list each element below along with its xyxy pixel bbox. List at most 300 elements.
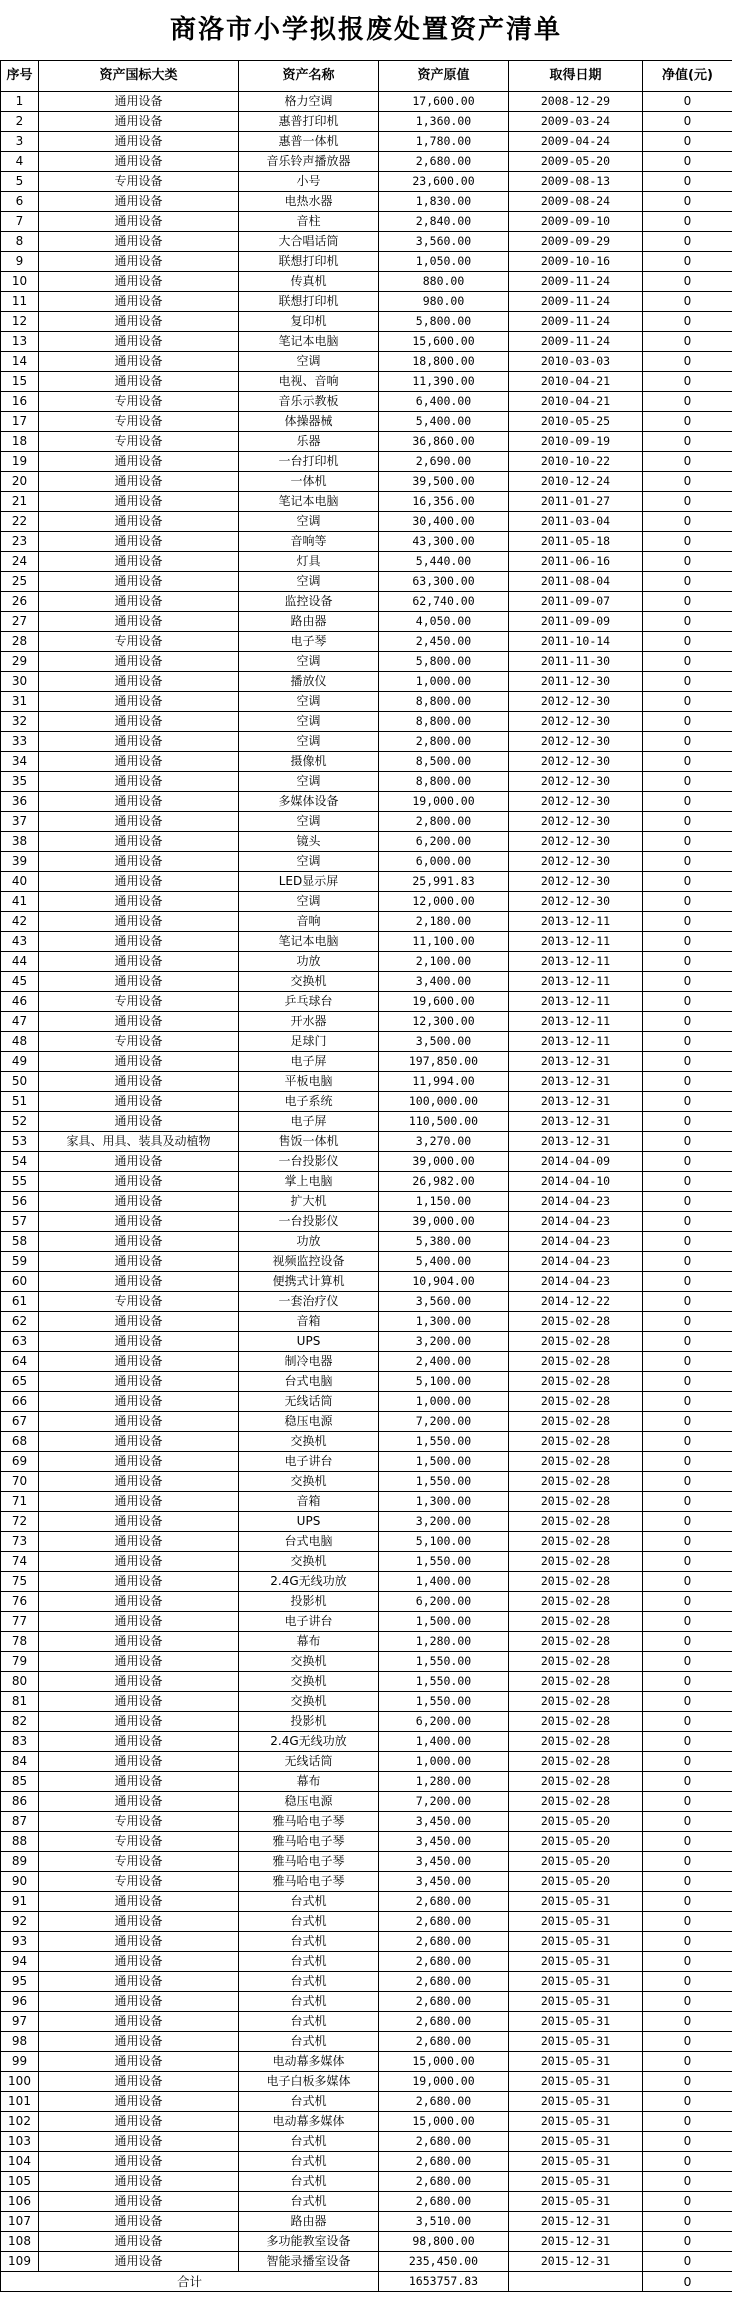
cell-category: 专用设备	[39, 632, 239, 652]
cell-index: 88	[1, 1832, 39, 1852]
cell-original-value: 2,690.00	[379, 452, 509, 472]
cell-category: 通用设备	[39, 292, 239, 312]
cell-net-value: 0	[643, 1272, 732, 1292]
cell-original-value: 36,860.00	[379, 432, 509, 452]
cell-asset-name: 电热水器	[239, 192, 379, 212]
table-row	[1, 1372, 732, 1392]
cell-acquired-date: 2015-02-28	[509, 1432, 643, 1452]
cell-acquired-date: 2013-12-31	[509, 1112, 643, 1132]
cell-category: 通用设备	[39, 1972, 239, 1992]
cell-category: 通用设备	[39, 1212, 239, 1232]
cell-asset-name: 惠普一体机	[239, 132, 379, 152]
cell-net-value: 0	[643, 1892, 732, 1912]
cell-net-value: 0	[643, 112, 732, 132]
cell-category: 专用设备	[39, 1292, 239, 1312]
cell-category: 通用设备	[39, 612, 239, 632]
cell-net-value: 0	[643, 332, 732, 352]
table-row	[1, 752, 732, 772]
cell-category: 通用设备	[39, 1752, 239, 1772]
cell-asset-name: 格力空调	[239, 92, 379, 112]
cell-acquired-date: 2015-02-28	[509, 1472, 643, 1492]
cell-asset-name: 投影机	[239, 1592, 379, 1612]
cell-acquired-date: 2009-03-24	[509, 112, 643, 132]
cell-category: 通用设备	[39, 1552, 239, 1572]
cell-asset-name: 台式机	[239, 2092, 379, 2112]
cell-acquired-date: 2014-04-09	[509, 1152, 643, 1172]
cell-asset-name: 稳压电源	[239, 1792, 379, 1812]
cell-original-value: 5,400.00	[379, 412, 509, 432]
col-header-acquired-date: 取得日期	[509, 61, 643, 92]
cell-asset-name: 幕布	[239, 1632, 379, 1652]
cell-net-value: 0	[643, 792, 732, 812]
table-header	[1, 61, 732, 92]
cell-acquired-date: 2012-12-30	[509, 692, 643, 712]
table-row	[1, 1492, 732, 1512]
cell-original-value: 8,800.00	[379, 772, 509, 792]
cell-net-value: 0	[643, 1252, 732, 1272]
cell-category: 专用设备	[39, 1812, 239, 1832]
cell-net-value: 0	[643, 132, 732, 152]
cell-original-value: 5,100.00	[379, 1532, 509, 1552]
cell-index: 29	[1, 652, 39, 672]
cell-index: 102	[1, 2112, 39, 2132]
cell-acquired-date: 2012-12-30	[509, 852, 643, 872]
cell-index: 33	[1, 732, 39, 752]
table-row	[1, 372, 732, 392]
cell-index: 77	[1, 1612, 39, 1632]
table-row	[1, 192, 732, 212]
cell-asset-name: 路由器	[239, 612, 379, 632]
cell-index: 96	[1, 1992, 39, 2012]
cell-category: 通用设备	[39, 1772, 239, 1792]
cell-asset-name: 空调	[239, 572, 379, 592]
cell-index: 30	[1, 672, 39, 692]
cell-index: 65	[1, 1372, 39, 1392]
cell-asset-name: 交换机	[239, 1692, 379, 1712]
cell-index: 10	[1, 272, 39, 292]
cell-acquired-date: 2012-12-30	[509, 832, 643, 852]
cell-acquired-date: 2015-02-28	[509, 1492, 643, 1512]
table-row	[1, 1032, 732, 1052]
cell-asset-name: 雅马哈电子琴	[239, 1832, 379, 1852]
cell-asset-name: 无线话筒	[239, 1392, 379, 1412]
cell-net-value: 0	[643, 2252, 732, 2272]
cell-net-value: 0	[643, 2152, 732, 2172]
table-row	[1, 1972, 732, 1992]
cell-original-value: 3,400.00	[379, 972, 509, 992]
cell-acquired-date: 2015-02-28	[509, 1412, 643, 1432]
cell-index: 63	[1, 1332, 39, 1352]
cell-index: 108	[1, 2232, 39, 2252]
table-row	[1, 592, 732, 612]
cell-index: 66	[1, 1392, 39, 1412]
cell-index: 90	[1, 1872, 39, 1892]
cell-category: 通用设备	[39, 1792, 239, 1812]
cell-asset-name: 空调	[239, 852, 379, 872]
cell-asset-name: 2.4G无线功放	[239, 1572, 379, 1592]
cell-category: 通用设备	[39, 1992, 239, 2012]
cell-original-value: 6,400.00	[379, 392, 509, 412]
cell-net-value: 0	[643, 832, 732, 852]
cell-category: 通用设备	[39, 692, 239, 712]
cell-original-value: 880.00	[379, 272, 509, 292]
cell-category: 通用设备	[39, 2192, 239, 2212]
cell-asset-name: 台式机	[239, 1932, 379, 1952]
total-date-empty	[509, 2272, 643, 2292]
cell-net-value: 0	[643, 2232, 732, 2252]
cell-original-value: 1,550.00	[379, 1552, 509, 1572]
cell-net-value: 0	[643, 1092, 732, 1112]
table-row	[1, 712, 732, 732]
cell-acquired-date: 2015-05-20	[509, 1872, 643, 1892]
cell-acquired-date: 2010-12-24	[509, 472, 643, 492]
table-row	[1, 1612, 732, 1632]
cell-original-value: 2,800.00	[379, 812, 509, 832]
cell-asset-name: 联想打印机	[239, 292, 379, 312]
table-row	[1, 1952, 732, 1972]
cell-net-value: 0	[643, 1132, 732, 1152]
cell-net-value: 0	[643, 252, 732, 272]
cell-category: 通用设备	[39, 552, 239, 572]
cell-index: 83	[1, 1732, 39, 1752]
cell-asset-name: 乒乓球台	[239, 992, 379, 1012]
cell-asset-name: 联想打印机	[239, 252, 379, 272]
table-row	[1, 1292, 732, 1312]
cell-index: 39	[1, 852, 39, 872]
cell-index: 22	[1, 512, 39, 532]
cell-index: 69	[1, 1452, 39, 1472]
cell-original-value: 1,550.00	[379, 1672, 509, 1692]
cell-acquired-date: 2010-05-25	[509, 412, 643, 432]
cell-category: 通用设备	[39, 472, 239, 492]
cell-index: 7	[1, 212, 39, 232]
table-row	[1, 552, 732, 572]
cell-net-value: 0	[643, 892, 732, 912]
cell-category: 通用设备	[39, 332, 239, 352]
table-row	[1, 1012, 732, 1032]
cell-original-value: 3,200.00	[379, 1332, 509, 1352]
cell-acquired-date: 2013-12-11	[509, 932, 643, 952]
cell-asset-name: 台式机	[239, 2152, 379, 2172]
cell-asset-name: 电子讲台	[239, 1612, 379, 1632]
cell-category: 通用设备	[39, 1532, 239, 1552]
cell-original-value: 5,400.00	[379, 1252, 509, 1272]
cell-index: 42	[1, 912, 39, 932]
cell-asset-name: 制冷电器	[239, 1352, 379, 1372]
cell-category: 通用设备	[39, 492, 239, 512]
table-row	[1, 1512, 732, 1532]
cell-acquired-date: 2012-12-30	[509, 812, 643, 832]
cell-asset-name: 雅马哈电子琴	[239, 1852, 379, 1872]
cell-acquired-date: 2015-02-28	[509, 1452, 643, 1472]
table-row	[1, 1892, 732, 1912]
cell-index: 2	[1, 112, 39, 132]
table-row	[1, 1532, 732, 1552]
table-row	[1, 1392, 732, 1412]
cell-index: 92	[1, 1912, 39, 1932]
cell-net-value: 0	[643, 992, 732, 1012]
cell-index: 105	[1, 2172, 39, 2192]
total-value: 1653757.83	[379, 2272, 509, 2292]
table-row	[1, 1912, 732, 1932]
cell-index: 72	[1, 1512, 39, 1532]
cell-asset-name: 小号	[239, 172, 379, 192]
cell-net-value: 0	[643, 1172, 732, 1192]
cell-asset-name: 扩大机	[239, 1192, 379, 1212]
cell-net-value: 0	[643, 2212, 732, 2232]
cell-acquired-date: 2013-12-31	[509, 1072, 643, 1092]
cell-category: 通用设备	[39, 1732, 239, 1752]
cell-index: 74	[1, 1552, 39, 1572]
cell-category: 通用设备	[39, 2232, 239, 2252]
cell-net-value: 0	[643, 2172, 732, 2192]
cell-original-value: 3,270.00	[379, 1132, 509, 1152]
table-row	[1, 152, 732, 172]
cell-asset-name: 雅马哈电子琴	[239, 1812, 379, 1832]
cell-original-value: 15,000.00	[379, 2052, 509, 2072]
cell-acquired-date: 2010-04-21	[509, 392, 643, 412]
cell-asset-name: 台式电脑	[239, 1532, 379, 1552]
cell-category: 专用设备	[39, 1852, 239, 1872]
cell-category: 通用设备	[39, 2012, 239, 2032]
cell-net-value: 0	[643, 1472, 732, 1492]
cell-index: 56	[1, 1192, 39, 1212]
cell-asset-name: 电动幕多媒体	[239, 2112, 379, 2132]
cell-net-value: 0	[643, 1992, 732, 2012]
cell-index: 51	[1, 1092, 39, 1112]
cell-acquired-date: 2010-03-03	[509, 352, 643, 372]
table-row	[1, 1252, 732, 1272]
table-row	[1, 2152, 732, 2172]
cell-asset-name: 乐器	[239, 432, 379, 452]
cell-acquired-date: 2011-10-14	[509, 632, 643, 652]
cell-net-value: 0	[643, 1072, 732, 1092]
cell-category: 通用设备	[39, 732, 239, 752]
cell-net-value: 0	[643, 1452, 732, 1472]
table-row	[1, 1752, 732, 1772]
cell-index: 80	[1, 1672, 39, 1692]
cell-category: 通用设备	[39, 812, 239, 832]
cell-acquired-date: 2012-12-30	[509, 872, 643, 892]
table-row	[1, 1852, 732, 1872]
cell-category: 通用设备	[39, 792, 239, 812]
cell-category: 通用设备	[39, 1612, 239, 1632]
cell-original-value: 1,550.00	[379, 1432, 509, 1452]
cell-index: 25	[1, 572, 39, 592]
cell-index: 35	[1, 772, 39, 792]
cell-category: 通用设备	[39, 712, 239, 732]
cell-acquired-date: 2015-02-28	[509, 1552, 643, 1572]
cell-asset-name: 音乐示教板	[239, 392, 379, 412]
cell-acquired-date: 2014-04-23	[509, 1232, 643, 1252]
cell-net-value: 0	[643, 1632, 732, 1652]
cell-asset-name: 空调	[239, 352, 379, 372]
table-row	[1, 1792, 732, 1812]
cell-category: 通用设备	[39, 1172, 239, 1192]
cell-index: 54	[1, 1152, 39, 1172]
table-row	[1, 1712, 732, 1732]
cell-category: 通用设备	[39, 1012, 239, 1032]
cell-index: 107	[1, 2212, 39, 2232]
table-row	[1, 892, 732, 912]
cell-acquired-date: 2013-12-31	[509, 1132, 643, 1152]
table-row	[1, 432, 732, 452]
cell-asset-name: 笔记本电脑	[239, 932, 379, 952]
cell-category: 通用设备	[39, 1632, 239, 1652]
cell-original-value: 39,000.00	[379, 1152, 509, 1172]
cell-index: 20	[1, 472, 39, 492]
cell-category: 通用设备	[39, 312, 239, 332]
table-body	[1, 92, 732, 2272]
cell-index: 17	[1, 412, 39, 432]
cell-category: 通用设备	[39, 2032, 239, 2052]
table-footer	[1, 2272, 732, 2292]
cell-category: 通用设备	[39, 852, 239, 872]
cell-net-value: 0	[643, 1872, 732, 1892]
cell-original-value: 3,560.00	[379, 1292, 509, 1312]
cell-original-value: 16,356.00	[379, 492, 509, 512]
cell-original-value: 3,450.00	[379, 1872, 509, 1892]
cell-asset-name: 空调	[239, 732, 379, 752]
cell-net-value: 0	[643, 1432, 732, 1452]
cell-index: 44	[1, 952, 39, 972]
cell-index: 84	[1, 1752, 39, 1772]
cell-category: 通用设备	[39, 532, 239, 552]
cell-net-value: 0	[643, 232, 732, 252]
cell-original-value: 197,850.00	[379, 1052, 509, 1072]
cell-original-value: 2,680.00	[379, 1952, 509, 1972]
cell-category: 专用设备	[39, 1832, 239, 1852]
cell-net-value: 0	[643, 1332, 732, 1352]
cell-original-value: 1,500.00	[379, 1612, 509, 1632]
cell-original-value: 1,500.00	[379, 1452, 509, 1472]
table-row	[1, 292, 732, 312]
cell-original-value: 2,400.00	[379, 1352, 509, 1372]
table-row	[1, 672, 732, 692]
cell-index: 76	[1, 1592, 39, 1612]
cell-net-value: 0	[643, 572, 732, 592]
cell-original-value: 11,100.00	[379, 932, 509, 952]
cell-net-value: 0	[643, 1712, 732, 1732]
cell-acquired-date: 2015-05-31	[509, 2192, 643, 2212]
cell-acquired-date: 2015-05-31	[509, 2092, 643, 2112]
table-row	[1, 792, 732, 812]
cell-index: 53	[1, 1132, 39, 1152]
cell-category: 通用设备	[39, 1572, 239, 1592]
cell-category: 通用设备	[39, 1712, 239, 1732]
table-row	[1, 1472, 732, 1492]
cell-original-value: 3,560.00	[379, 232, 509, 252]
cell-index: 70	[1, 1472, 39, 1492]
cell-net-value: 0	[643, 712, 732, 732]
cell-asset-name: 掌上电脑	[239, 1172, 379, 1192]
cell-asset-name: 台式机	[239, 1992, 379, 2012]
cell-category: 通用设备	[39, 912, 239, 932]
cell-net-value: 0	[643, 1912, 732, 1932]
table-row	[1, 2012, 732, 2032]
cell-original-value: 2,680.00	[379, 2152, 509, 2172]
cell-net-value: 0	[643, 652, 732, 672]
cell-category: 通用设备	[39, 572, 239, 592]
cell-original-value: 980.00	[379, 292, 509, 312]
cell-net-value: 0	[643, 1372, 732, 1392]
cell-index: 68	[1, 1432, 39, 1452]
cell-index: 45	[1, 972, 39, 992]
cell-original-value: 12,000.00	[379, 892, 509, 912]
table-row	[1, 392, 732, 412]
table-row	[1, 912, 732, 932]
table-row	[1, 2072, 732, 2092]
table-row	[1, 692, 732, 712]
cell-original-value: 8,500.00	[379, 752, 509, 772]
cell-index: 94	[1, 1952, 39, 1972]
cell-asset-name: 空调	[239, 772, 379, 792]
cell-acquired-date: 2013-12-11	[509, 952, 643, 972]
table-row	[1, 1412, 732, 1432]
cell-acquired-date: 2015-05-31	[509, 2032, 643, 2052]
table-row	[1, 92, 732, 112]
cell-category: 通用设备	[39, 1192, 239, 1212]
cell-asset-name: 空调	[239, 512, 379, 532]
cell-net-value: 0	[643, 1652, 732, 1672]
cell-acquired-date: 2010-09-19	[509, 432, 643, 452]
cell-asset-name: 灯具	[239, 552, 379, 572]
cell-original-value: 2,680.00	[379, 2012, 509, 2032]
cell-original-value: 5,440.00	[379, 552, 509, 572]
cell-acquired-date: 2014-04-23	[509, 1192, 643, 1212]
cell-original-value: 25,991.83	[379, 872, 509, 892]
cell-acquired-date: 2014-04-23	[509, 1272, 643, 1292]
cell-category: 通用设备	[39, 152, 239, 172]
cell-index: 15	[1, 372, 39, 392]
cell-index: 67	[1, 1412, 39, 1432]
table-row	[1, 952, 732, 972]
cell-acquired-date: 2013-12-31	[509, 1092, 643, 1112]
cell-category: 通用设备	[39, 192, 239, 212]
cell-index: 40	[1, 872, 39, 892]
cell-category: 通用设备	[39, 972, 239, 992]
cell-net-value: 0	[643, 532, 732, 552]
cell-index: 89	[1, 1852, 39, 1872]
table-row	[1, 1112, 732, 1132]
cell-original-value: 5,100.00	[379, 1372, 509, 1392]
table-row	[1, 1192, 732, 1212]
cell-category: 通用设备	[39, 1232, 239, 1252]
cell-net-value: 0	[643, 872, 732, 892]
table-row	[1, 1812, 732, 1832]
cell-original-value: 2,680.00	[379, 1972, 509, 1992]
table-row	[1, 1992, 732, 2012]
cell-index: 64	[1, 1352, 39, 1372]
cell-index: 93	[1, 1932, 39, 1952]
col-header-asset-name: 资产名称	[239, 61, 379, 92]
cell-net-value: 0	[643, 152, 732, 172]
cell-category: 通用设备	[39, 1472, 239, 1492]
cell-original-value: 3,450.00	[379, 1832, 509, 1852]
cell-original-value: 23,600.00	[379, 172, 509, 192]
cell-original-value: 3,510.00	[379, 2212, 509, 2232]
cell-index: 85	[1, 1772, 39, 1792]
cell-net-value: 0	[643, 1692, 732, 1712]
table-row	[1, 932, 732, 952]
cell-index: 52	[1, 1112, 39, 1132]
cell-index: 91	[1, 1892, 39, 1912]
cell-category: 通用设备	[39, 1352, 239, 1372]
cell-acquired-date: 2009-05-20	[509, 152, 643, 172]
cell-asset-name: 一体机	[239, 472, 379, 492]
cell-original-value: 3,500.00	[379, 1032, 509, 1052]
cell-original-value: 17,600.00	[379, 92, 509, 112]
